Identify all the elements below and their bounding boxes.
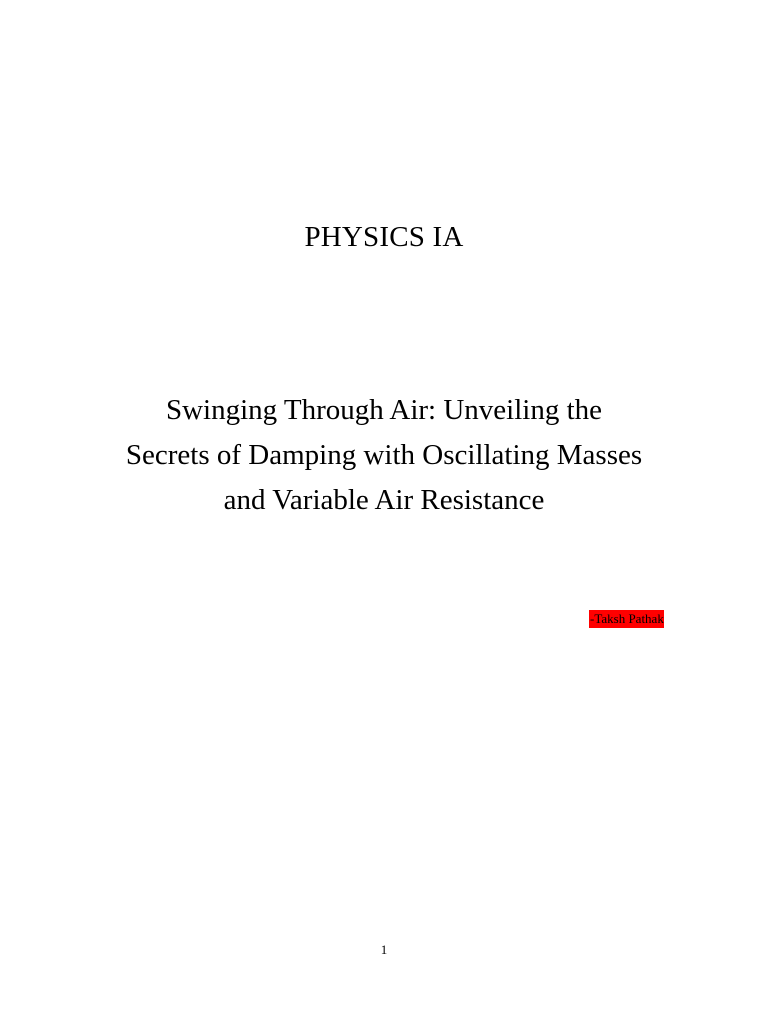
title-line: Secrets of Damping with Oscillating Masses <box>125 439 643 471</box>
author-name: -Taksh Pathak <box>590 611 664 626</box>
document-heading: PHYSICS IA <box>304 221 464 253</box>
author-line <box>589 610 664 628</box>
title-line: Swinging Through Air: Unveiling the <box>165 394 603 426</box>
document-title <box>60 388 708 523</box>
title-line: and Variable Air Resistance <box>223 484 545 516</box>
page-number: 1 <box>380 942 388 957</box>
